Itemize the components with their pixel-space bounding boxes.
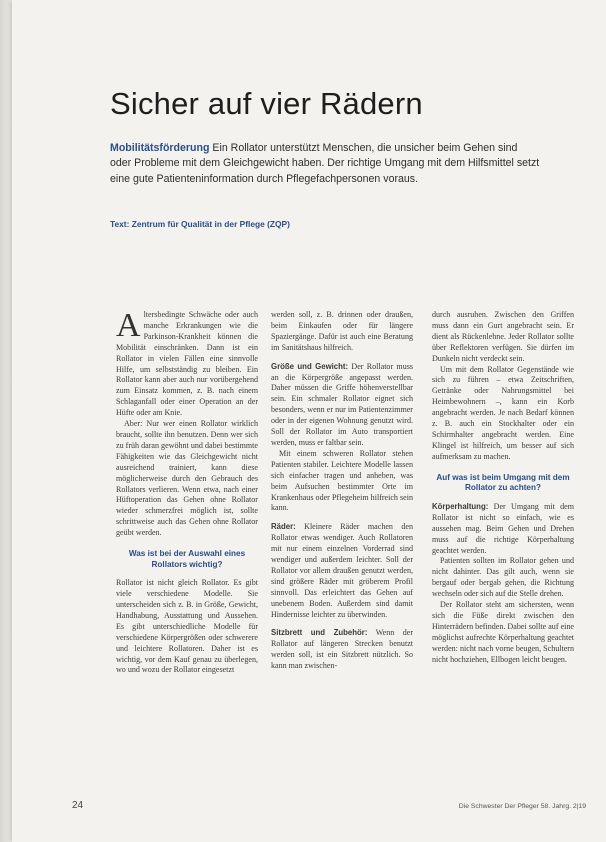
paragraph: Der Rollator steht am sichersten, wenn sich die Füße direkt zwischen den Hinterrädern befinden. Dabei sollte auf eine möglichst aufrechte Körperhaltung geachtet werden: nicht nach vorne beugen, Schultern nicht hochziehen, Ellbogen leicht beugen. [432,600,574,664]
column-3 [432,310,574,665]
paragraph-text: ltersbedingte Schwäche oder auch manche Erkrankungen wie die Parkinson-Krankheit können die Mobilität einschränken. Dann ist ein Rollator in vielen Fällen eine sinnvolle Hilfe, um selbstständig zu bleiben. Ein Rollator kann aber auch nur vorübergehend zum Einsatz kommen, z. B. nach einem Schlaganfall oder einer Operation an der Hüfte oder am Knie. [116,310,258,418]
column-1 [116,307,258,676]
paragraph: werden soll, z. B. drinnen oder draußen, beim Einkaufen oder für längere Spaziergänge. Dafür ist auch eine Beratung im Sanitätshaus hilfreich. [271,310,413,352]
subheading: Was ist bei der Auswahl eines Rollators wichtig? [128,549,246,569]
paragraph-text: Kleinere Räder machen den Rollator etwas wendiger. Auch Rollatoren mit nur einem einzelnen Vorderrad sind wendiger und außerdem leichter. Soll der Rollator vor allem draußen genutzt werden, sind größere Räder mit gröberem Profil sinnvoll. Das erleichtert das Gehen auf unebenem Boden. Außerdem sind damit Hindernisse leichter zu überwinden. [271,522,413,619]
article-title: Sicher auf vier Rädern [110,86,423,121]
subheading: Auf was ist beim Umgang mit dem Rollator zu achten? [436,472,570,493]
paragraph: Patienten sollten im Rollator gehen und nicht dahinter. Das gilt auch, wenn sie bergauf oder bergab gehen, die Richtung wechseln oder sich auf die Stelle drehen. [432,556,574,599]
paragraph: Rollator ist nicht gleich Rollator. Es gibt viele verschiedene Modelle. Sie unterscheiden sich z. B. in Größe, Gewicht, Handhabung, Ausstattung und Aussehen. Es gibt unterschiedliche Modelle für verschiedene Körpergrößen oder schwerere und leichtere Rollatoren. Daher ist es wichtig, vor dem Kauf genau zu überlegen, wo und wozu der Rollator eingesetzt [116,578,258,675]
paragraph: Mit einem schweren Rollator stehen Patienten stabiler. Leichtere Modelle lassen sich einfacher tragen und anheben, was beim Aufsuchen bestimmter Orte im Krankenhaus oder Pflegeheim hilfreich sein kann. [271,448,413,513]
drop-cap: A [116,307,141,344]
run-in-heading: Körperhaltung: [432,501,489,511]
paragraph: durch ausruhen. Zwischen den Griffen muss dann ein Gurt angebracht sein. Er dient als Rückenlehne. Jeder Rollator sollte über Reflektoren verfügen. Sie dürfen im Dunkeln nicht verdeckt sein. [432,310,574,363]
paragraph-text: Der Rollator muss an die Körpergröße angepasst werden. Daher müssen die Griffe höhenverstellbar sein. Ein schmaler Rollator eignet sich besonders, wenn er nur im Patientenzimmer oder in der eigenen Wohnung genutzt wird. Soll der Rollator im Auto transportiert werden, muss er faltbar sein. [271,361,413,447]
paragraph: Um mit dem Rollator Gegenstände wie sich zu führen – etwa Zeitschriften, Getränke oder Nahrungsmittel bei Heimbewohnern –, kann ein Korb angebracht werden. Je nach Bedarf können z. B. auch ein Stockhalter oder ein Schirmhalter angebracht werden. Eine Klingel ist hilfreich, um besser auf sich aufmerksam zu machen. [432,364,574,461]
lead-label: Mobilitätsförderung [110,142,210,154]
paragraph-text: Wenn der Rollator auf längeren Strecken benutzt werden soll, ist ein Sitzbrett nützlich. So kann man zwischen- [271,628,413,671]
run-in-heading: Sitzbrett und Zubehör: [271,628,368,638]
paragraph [271,628,413,672]
page-number: 24 [72,800,84,811]
paragraph [271,522,413,620]
run-in-heading: Räder: [271,522,296,532]
column-2 [271,310,413,672]
paragraph-text: Der Umgang mit dem Rollator ist nicht so einfach, wie es aussehen mag. Beim Gehen und Drehen muss auf die richtige Körperhaltung geachtet werden. [432,501,574,555]
footer-source: Die Schwester Der Pfleger 58. Jahrg. 2|19 [458,803,586,810]
article-lead [110,141,540,187]
article-body [110,307,574,800]
paragraph: Aber: Nur wer einen Rollator wirklich braucht, sollte ihn benutzen. Denn wer sich zu früh daran gewöhnt und dabei bestimmte Fähigkeiten wie das Gleichgewicht nicht ausreichend trainiert, kann diese möglicherweise durch den Gebrauch des Rollators verlieren. Wenn etwa, nach einer Hüftoperation das Gehen ohne Rollator wieder schmerzfrei möglich ist, sollte schrittweise auch das Gehen ohne Rollator geübt werden. [116,419,258,538]
paragraph [432,502,574,557]
paragraph [116,307,258,419]
paragraph [271,362,413,449]
article-credit: Text: Zentrum für Qualität in der Pflege (ZQP) [110,219,290,229]
run-in-heading: Größe und Gewicht: [271,361,349,371]
page-gutter [0,0,12,842]
lead-text: Ein Rollator unterstützt Menschen, die unsicher beim Gehen sind oder Probleme mit dem Gleichgewicht haben. Der richtige Umgang mit dem Hilfsmittel setzt eine gute Patienteninformation durch Pflegefachpersonen voraus. [110,142,540,185]
